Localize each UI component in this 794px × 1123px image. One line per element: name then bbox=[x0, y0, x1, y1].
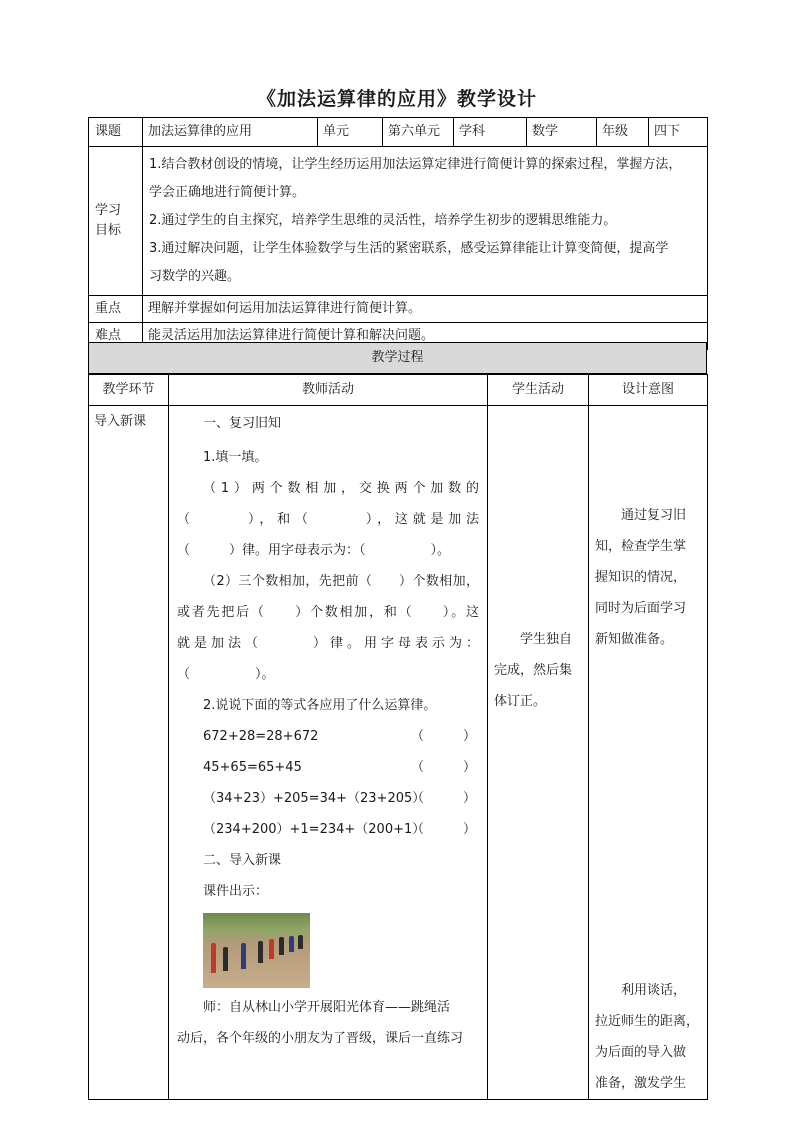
student-line-a: 学生独自 bbox=[520, 632, 573, 647]
fill-in-1-line-b: （ ），和（ ），这就是加法 bbox=[177, 512, 479, 527]
equation-blank: （ ） bbox=[411, 791, 477, 806]
teacher-activity-cell bbox=[169, 406, 488, 1100]
goal-1a: 1.结合教材创设的情境，让学生经历运用加法运算定律进行简便计算的探索过程，掌握方法， bbox=[149, 157, 682, 172]
fill-in-2-line-a: （2）三个数相加，先把前（ ）个数相加， bbox=[203, 574, 479, 589]
equation-blank: （ ） bbox=[411, 760, 477, 775]
courseware-label: 课件出示： bbox=[203, 884, 269, 899]
key-point-label: 重点 bbox=[89, 296, 143, 323]
difficulty-value: 能灵活运用加法运算律进行简便计算和解决问题。 bbox=[143, 323, 708, 350]
process-table bbox=[88, 374, 708, 1100]
fill-in-2-line-d: （ ）。 bbox=[177, 667, 275, 682]
equation-text: 672+28=28+672 bbox=[203, 729, 319, 744]
fill-in-1-line-a: （1）两个数相加，交换两个加数的 bbox=[203, 481, 479, 496]
subject-label: 学科 bbox=[454, 118, 527, 147]
intent-1-line-c: 握知识的情况， bbox=[595, 570, 687, 585]
intent-1-line-a: 通过复习旧 bbox=[621, 508, 687, 523]
equation-row bbox=[177, 814, 479, 845]
process-title-table bbox=[88, 342, 707, 374]
teacher-speech-line-b: 动后，各个年级的小朋友为了晋级，课后一直练习 bbox=[177, 1031, 464, 1046]
goals-label-line-2: 目标 bbox=[95, 223, 122, 238]
lesson-info-table bbox=[88, 117, 708, 350]
section-intro: 二、导入新课 bbox=[203, 853, 282, 868]
header-student: 学生活动 bbox=[488, 375, 589, 406]
document-title: 《加法运算律的应用》教学设计 bbox=[256, 88, 537, 110]
student-activity-cell bbox=[488, 406, 589, 1100]
unit-value: 第六单元 bbox=[383, 118, 454, 147]
stage-cell bbox=[89, 406, 169, 1100]
intent-1-line-e: 新知做准备。 bbox=[595, 632, 674, 647]
topic-value: 加法运算律的应用 bbox=[143, 118, 318, 147]
student-line-b: 完成，然后集 bbox=[494, 663, 573, 678]
teacher-speech-line-a: 师：自从林山小学开展阳光体育——跳绳活 bbox=[203, 1000, 451, 1015]
rope-skipping-photo bbox=[203, 913, 310, 988]
goal-2: 2.通过学生的自主探究，培养学生思维的灵活性，培养学生初步的逻辑思维能力。 bbox=[149, 213, 617, 228]
equation-row bbox=[177, 752, 479, 783]
equation-row bbox=[177, 721, 479, 752]
goal-3b: 习数学的兴趣。 bbox=[149, 269, 241, 284]
intent-1-line-d: 同时为后面学习 bbox=[595, 601, 687, 616]
intent-1-line-b: 知，检查学生掌 bbox=[595, 539, 687, 554]
header-stage: 教学环节 bbox=[89, 375, 169, 406]
unit-label: 单元 bbox=[318, 118, 383, 147]
intent-2-line-a: 利用谈话， bbox=[621, 983, 687, 998]
header-intent: 设计意图 bbox=[589, 375, 708, 406]
difficulty-label: 难点 bbox=[89, 323, 143, 350]
design-intent-cell bbox=[589, 406, 708, 1100]
equation-text: 45+65=65+45 bbox=[203, 760, 302, 775]
fill-in-2-line-c: 就是加法（ ）律。用字母表示为： bbox=[177, 636, 479, 651]
subject-value: 数学 bbox=[527, 118, 597, 147]
equation-blank: （ ） bbox=[411, 822, 477, 837]
goal-1b: 学会正确地进行简便计算。 bbox=[149, 185, 306, 200]
intent-2-line-d: 准备，激发学生 bbox=[595, 1076, 687, 1091]
goals-label-line-1: 学习 bbox=[95, 203, 122, 218]
fill-in-2-line-b: 或者先把后（ ）个数相加，和（ ）。这 bbox=[177, 605, 479, 620]
fill-in-heading: 1.填一填。 bbox=[203, 450, 268, 465]
equation-text: （234+200）+1=234+（200+1） bbox=[203, 822, 426, 837]
grade-label: 年级 bbox=[597, 118, 649, 147]
grade-value: 四下 bbox=[649, 118, 708, 147]
goals-content bbox=[143, 147, 708, 296]
equation-blank: （ ） bbox=[411, 729, 477, 744]
intent-2-line-b: 拉近师生的距离， bbox=[595, 1014, 700, 1029]
section-review: 一、复习旧知 bbox=[203, 416, 282, 431]
goal-3a: 3.通过解决问题，让学生体验数学与生活的紧密联系，感受运算律能让计算变简便，提高学 bbox=[149, 241, 669, 256]
equations-heading: 2.说说下面的等式各应用了什么运算律。 bbox=[203, 698, 437, 713]
fill-in-1-line-c: （ ）律。用字母表示为：（ ）。 bbox=[177, 543, 451, 558]
topic-label: 课题 bbox=[89, 118, 143, 147]
intent-2-line-c: 为后面的导入做 bbox=[595, 1045, 687, 1060]
equation-row bbox=[177, 783, 479, 814]
header-teacher: 教师活动 bbox=[169, 375, 488, 406]
student-line-c: 体订正。 bbox=[494, 694, 547, 709]
key-point-value: 理解并掌握如何运用加法运算律进行简便计算。 bbox=[143, 296, 708, 323]
equation-text: （34+23）+205=34+（23+205） bbox=[203, 791, 426, 806]
process-title: 教学过程 bbox=[89, 343, 707, 374]
stage-1: 导入新课 bbox=[94, 414, 147, 429]
goals-label bbox=[89, 147, 143, 296]
